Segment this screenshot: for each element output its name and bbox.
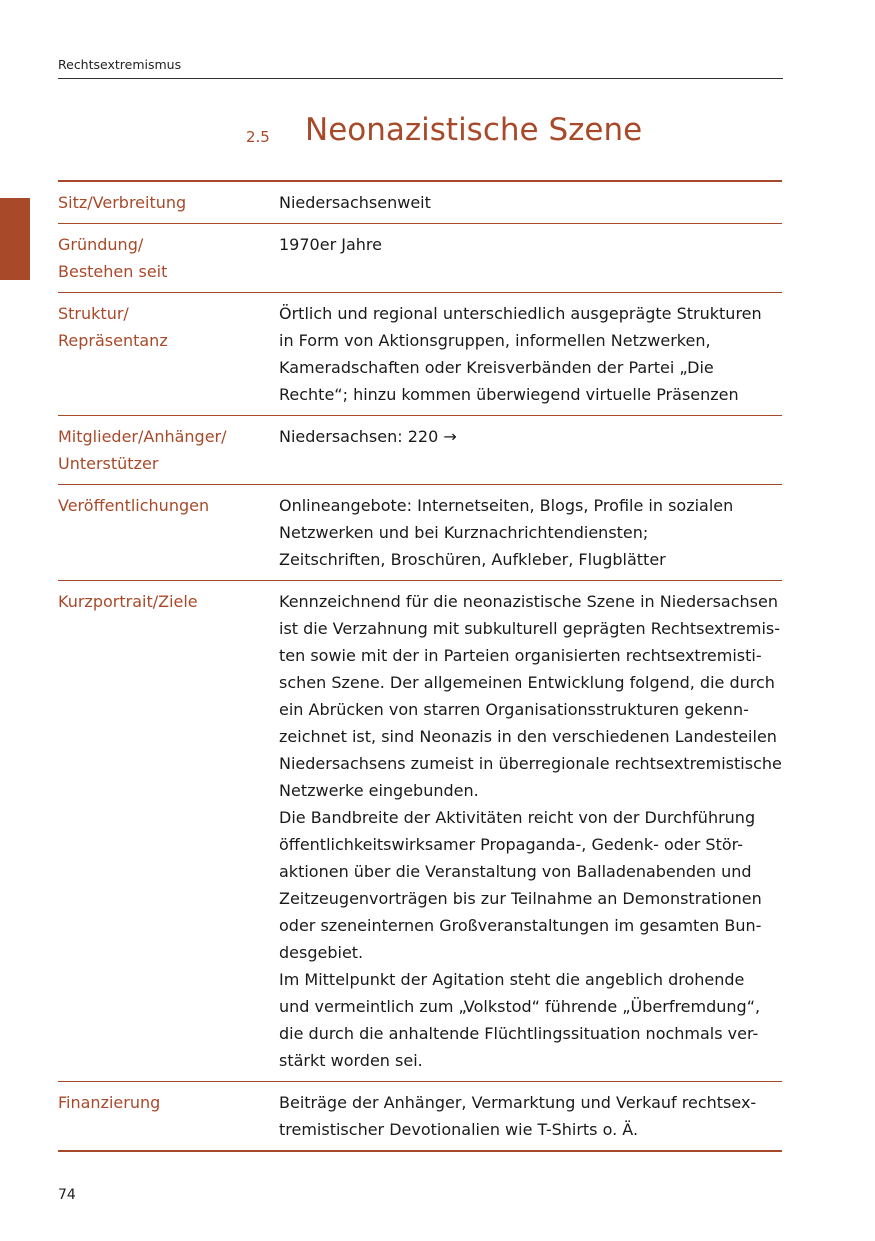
row-value-line: tremistischer Devotionalien wie T-Shirts o. Ä. — [279, 1120, 639, 1139]
row-value-line: Niedersachsens zumeist in überregionale rechtsextremistische — [279, 754, 782, 773]
profile-row — [58, 1082, 782, 1152]
row-label — [58, 181, 279, 224]
row-value-line: ten sowie mit der in Parteien organisierten rechtsextremisti- — [279, 646, 762, 665]
row-label — [58, 1082, 279, 1152]
row-value-line: in Form von Aktionsgruppen, informellen Netzwerken, — [279, 331, 711, 350]
row-value-line: desgebiet. — [279, 943, 364, 962]
row-value — [279, 581, 782, 1082]
row-value-line: aktionen über die Veranstaltung von Balladenabenden und — [279, 862, 752, 881]
profile-row — [58, 181, 782, 224]
row-label-line: Gründung/ — [58, 235, 144, 254]
chapter-tab-marker — [0, 198, 30, 280]
row-label — [58, 485, 279, 581]
row-value-line: Rechte“; hinzu kommen überwiegend virtuelle Präsenzen — [279, 385, 739, 404]
header-rule — [58, 78, 783, 79]
running-head: Rechtsextremismus — [58, 57, 182, 72]
row-label-line: Mitglieder/Anhänger/ — [58, 427, 227, 446]
row-value-line: ist die Verzahnung mit subkulturell geprägten Rechtsextremis- — [279, 619, 780, 638]
row-value — [279, 181, 782, 224]
row-label-line: Unterstützer — [58, 454, 159, 473]
profile-row — [58, 293, 782, 416]
row-value-line: die durch die anhaltende Flüchtlingssituation nochmals ver- — [279, 1024, 759, 1043]
row-value-line: Netzwerken und bei Kurznachrichtendiensten; — [279, 523, 649, 542]
page-number: 74 — [58, 1187, 76, 1203]
row-value-line: Örtlich und regional unterschiedlich ausgeprägte Strukturen — [279, 304, 762, 323]
row-value-line: Im Mittelpunkt der Agitation steht die angeblich drohende — [279, 970, 745, 989]
row-value — [279, 1082, 782, 1152]
row-label-line: Repräsentanz — [58, 331, 168, 350]
profile-row — [58, 416, 782, 485]
profile-row — [58, 581, 782, 1082]
row-value-line: oder szeneinternen Großveranstaltungen im gesamten Bun- — [279, 916, 762, 935]
row-value — [279, 224, 782, 293]
row-value-line: Die Bandbreite der Aktivitäten reicht von der Durchführung — [279, 808, 756, 827]
profile-row — [58, 224, 782, 293]
row-label — [58, 224, 279, 293]
row-value-line: Zeitschriften, Broschüren, Aufkleber, Flugblätter — [279, 550, 666, 569]
row-label-line: Sitz/Verbreitung — [58, 193, 187, 212]
row-label-line: Kurzportrait/Ziele — [58, 592, 198, 611]
row-value — [279, 485, 782, 581]
row-value-line: Beiträge der Anhänger, Vermarktung und Verkauf rechtsex- — [279, 1093, 757, 1112]
section-number: 2.5 — [246, 128, 270, 146]
row-label — [58, 293, 279, 416]
row-value-line: stärkt worden sei. — [279, 1051, 423, 1070]
row-value-line: 1970er Jahre — [279, 235, 382, 254]
row-value-line: und vermeintlich zum „Volkstod“ führende „Überfremdung“, — [279, 997, 761, 1016]
row-value-line: Kennzeichnend für die neonazistische Szene in Niedersachsen — [279, 592, 778, 611]
row-value-line: Niedersachsenweit — [279, 193, 431, 212]
row-value — [279, 293, 782, 416]
profile-table-body — [58, 181, 782, 1151]
row-label — [58, 581, 279, 1082]
profile-row — [58, 485, 782, 581]
section-title: Neonazistische Szene — [305, 112, 643, 148]
row-value-line: öffentlichkeitswirksamer Propaganda-, Gedenk- oder Stör- — [279, 835, 743, 854]
row-value-line: Netzwerke eingebunden. — [279, 781, 479, 800]
row-value-line: Zeitzeugenvorträgen bis zur Teilnahme an Demonstrationen — [279, 889, 762, 908]
row-value-line: Niedersachsen: 220 → — [279, 427, 457, 446]
row-value — [279, 416, 782, 485]
row-label — [58, 416, 279, 485]
row-value-line: Onlineangebote: Internetseiten, Blogs, Profile in sozialen — [279, 496, 734, 515]
row-value-line: Kameradschaften oder Kreisverbänden der Partei „Die — [279, 358, 714, 377]
profile-table — [58, 180, 782, 1152]
row-label-line: Struktur/ — [58, 304, 129, 323]
row-label-line: Finanzierung — [58, 1093, 161, 1112]
row-label-line: Veröffentlichungen — [58, 496, 210, 515]
row-value-line: ein Abrücken von starren Organisationsstrukturen gekenn- — [279, 700, 749, 719]
row-label-line: Bestehen seit — [58, 262, 168, 281]
row-value-line: zeichnet ist, sind Neonazis in den verschiedenen Landesteilen — [279, 727, 777, 746]
row-value-line: schen Szene. Der allgemeinen Entwicklung folgend, die durch — [279, 673, 775, 692]
